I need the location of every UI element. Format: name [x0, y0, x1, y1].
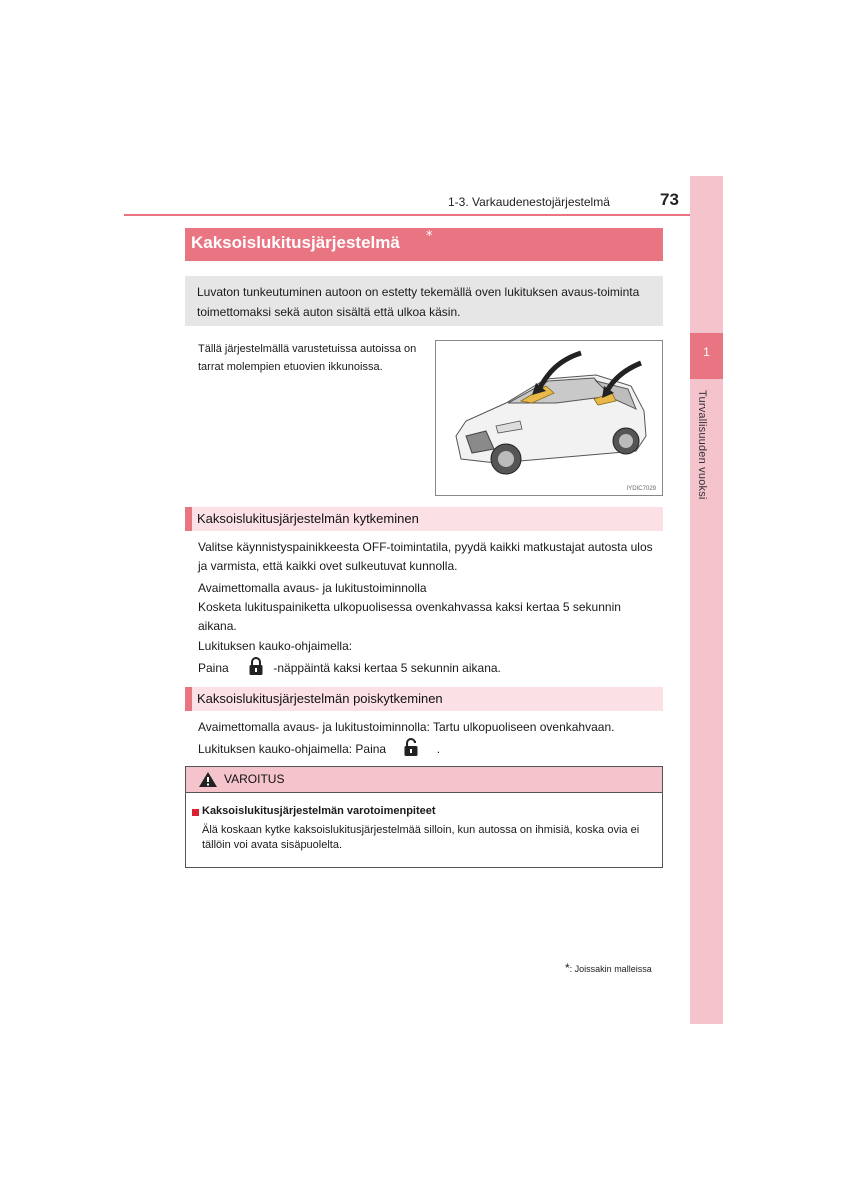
title-asterisk: *	[426, 229, 433, 244]
chapter-label: Turvallisuuden vuoksi	[696, 390, 708, 500]
enable-remote-line: Lukituksen kauko-ohjaimella:	[198, 639, 353, 653]
warning-label: VAROITUS	[224, 772, 285, 786]
illustration-code: IYDIC7029	[626, 486, 656, 492]
enable-smart-line: Avaimettomalla avaus- ja lukitustoiminnolla	[198, 581, 427, 595]
disable-remote-suffix: .	[436, 742, 441, 757]
unlock-icon	[403, 737, 419, 763]
intro-box: Luvaton tunkeutuminen autoon on estetty tekemällä oven lukituksen avaus-toiminta toimettomaksi sekä auton sisältä että ulkoa käsin.	[185, 276, 663, 326]
warning-header	[186, 767, 662, 793]
subheading-disable: Kaksoislukitusjärjestelmän poiskytkeminen	[197, 691, 443, 706]
page-number: 73	[660, 190, 679, 209]
chapter-side-tab	[690, 176, 723, 1024]
warning-title: Kaksoislukitusjärjestelmän varotoimenpiteet	[202, 805, 436, 817]
warning-box	[185, 766, 663, 868]
press-suffix: -näppäintä kaksi kertaa 5 sekunnin aikana.	[273, 661, 501, 676]
enable-press-line	[198, 656, 660, 682]
subheading-enable: Kaksoislukitusjärjestelmän kytkeminen	[197, 511, 419, 526]
enable-para-1: Valitse käynnistyspainikkeesta OFF-toimintatila, pyydä kaikki matkustajat autosta ulos ja varmista, että kaikki ovet sulkeutuvat kunnolla.	[198, 540, 653, 573]
footnote	[565, 961, 652, 975]
disable-remote-line	[198, 737, 660, 763]
warning-body: Älä koskaan kytke kaksoislukitusjärjestelmää silloin, kun autossa on ihmisiä, koska ovia ei tällöin voi avata sisäpuolelta.	[202, 824, 640, 851]
header-divider	[124, 214, 690, 216]
disable-remote-prefix: Lukituksen kauko-ohjaimella: Paina	[198, 742, 387, 757]
disable-smart-line: Avaimettomalla avaus- ja lukitustoiminnolla: Tartu ulkopuoliseen ovenkahvaan.	[198, 720, 615, 734]
car-illustration	[435, 340, 663, 496]
car-drawing	[436, 341, 663, 496]
illustration-caption: Tällä järjestelmällä varustetuissa autoissa on tarrat molempien etuovien ikkunoissa.	[198, 343, 417, 373]
page-title: Kaksoislukitusjärjestelmä	[191, 233, 400, 252]
warning-triangle-icon	[198, 771, 218, 792]
press-prefix: Paina	[198, 661, 229, 676]
footnote-asterisk: *	[565, 961, 570, 975]
enable-touch-line: Kosketa lukituspainiketta ulkopuolisessa ovenkahvassa kaksi kertaa 5 sekunnin aikana.	[198, 600, 621, 633]
footnote-text: : Joissakin malleissa	[569, 964, 652, 974]
chapter-number: 1	[703, 345, 710, 359]
lock-icon	[248, 656, 264, 682]
section-header: 1-3. Varkaudenestojärjestelmä	[448, 195, 610, 209]
warning-bullet-icon	[192, 809, 199, 816]
